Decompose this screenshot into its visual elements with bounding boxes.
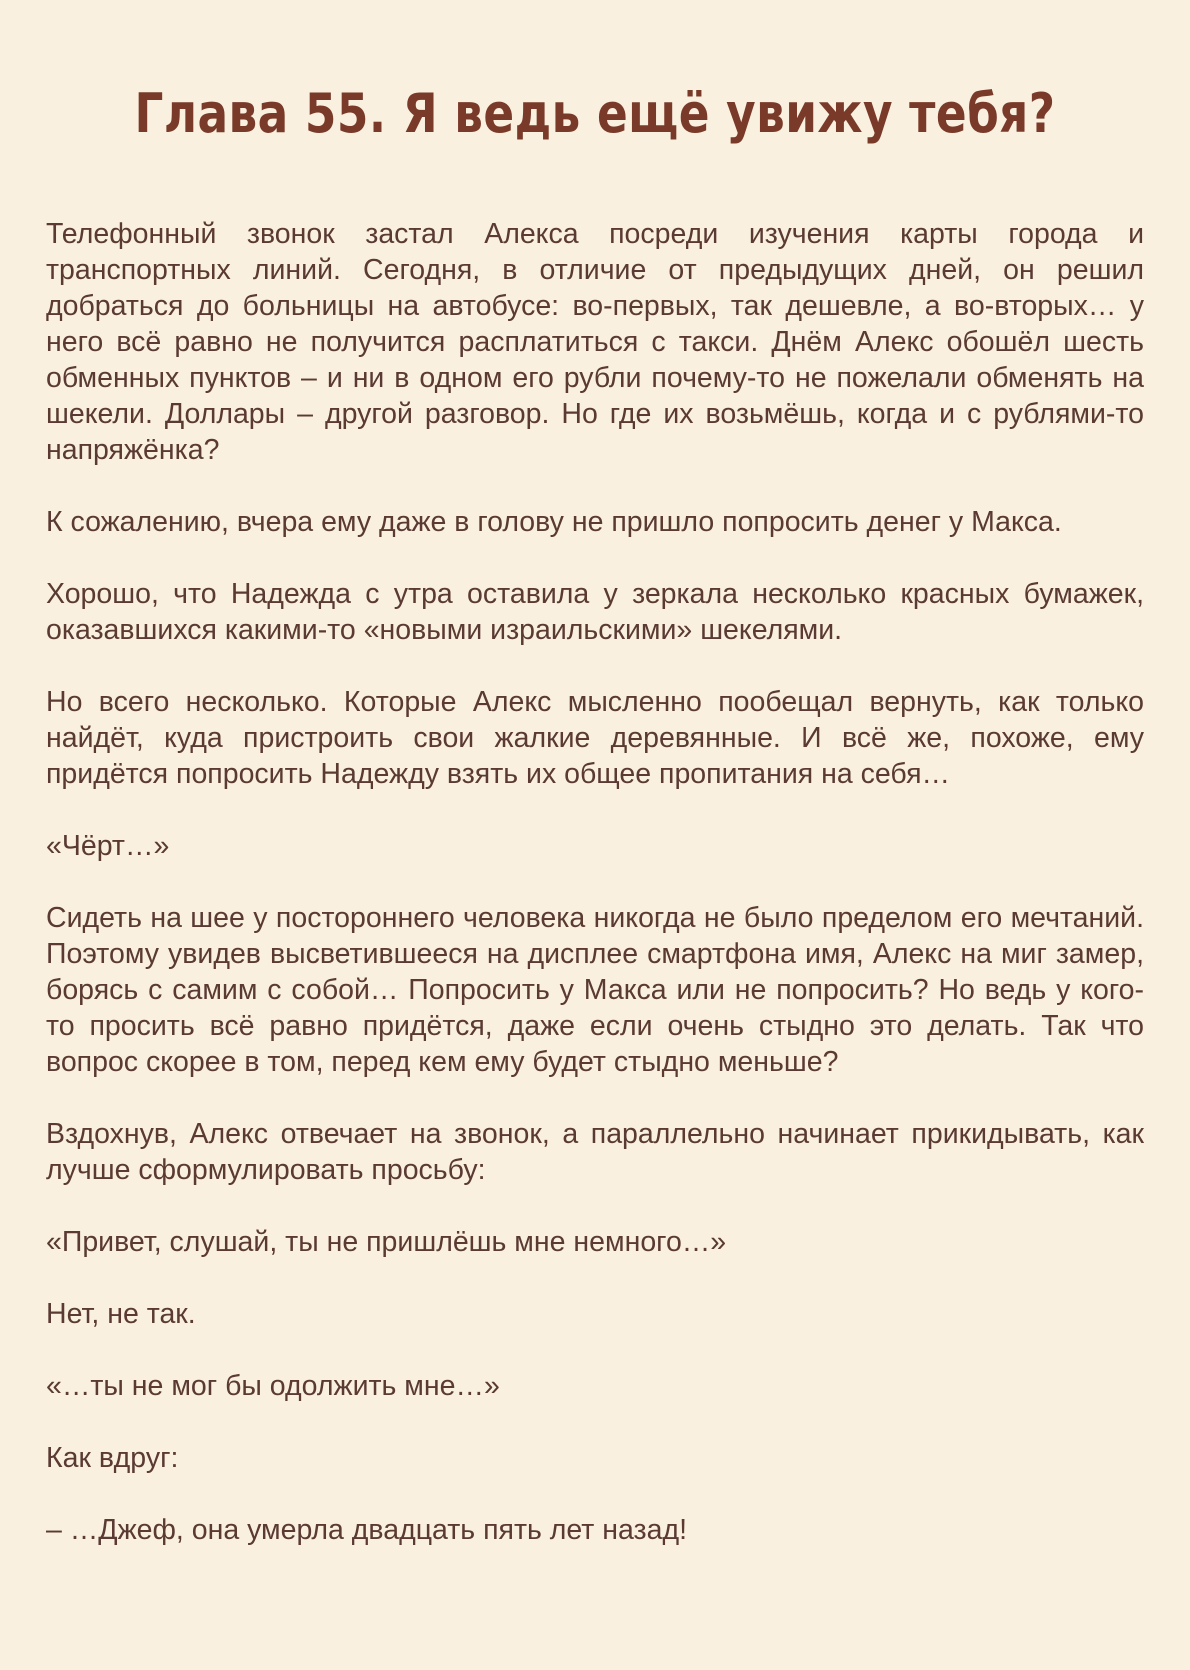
paragraph: Телефонный звонок застал Алекса посреди изучения карты города и транспортных линий. Сегодня, в отличие от предыдущих дней, он решил добраться до больницы на автобусе: во-первых, так дешевле, а во-вторых… у него всё равно не получится расплатиться с такси. Днём Алекс обошёл шесть обменных пунктов – и ни в одном его рубли почему-то не пожелали обменять на шекели. Доллары – другой разговор. Но где их возьмёшь, когда и с рублями-то напряжёнка? <box>46 218 1144 466</box>
paragraph: Хорошо, что Надежда с утра оставила у зеркала несколько красных бумажек, оказавшихся какими-то «новыми израильскими» шекелями. <box>46 578 1144 646</box>
paragraph: Нет, не так. <box>46 1298 196 1330</box>
paragraph: Но всего несколько. Которые Алекс мысленно пообещал вернуть, как только найдёт, куда пристроить свои жалкие деревянные. И всё же, похоже, ему придётся попросить Надежду взять их общее пропитания на себя… <box>46 686 1144 790</box>
paragraph: К сожалению, вчера ему даже в голову не пришло попросить денег у Макса. <box>46 506 1062 538</box>
paragraph: «…ты не мог бы одолжить мне…» <box>46 1370 500 1402</box>
paragraph: – …Джеф, она умерла двадцать пять лет назад! <box>46 1514 687 1546</box>
paragraph: Сидеть на шее у постороннего человека никогда не было пределом его мечтаний. Поэтому увидев высветившееся на дисплее смартфона имя, Алекс на миг замер, борясь с самим с собой… Попросить у Макса или не попросить? Но ведь у кого-то просить всё равно придётся, даже если очень стыдно это делать. Так что вопрос скорее в том, перед кем ему будет стыдно меньше? <box>46 902 1144 1078</box>
paragraph: «Привет, слушай, ты не пришлёшь мне немного…» <box>46 1226 727 1258</box>
paragraph: «Чёрт…» <box>46 830 170 862</box>
paragraph: Вздохнув, Алекс отвечает на звонок, а параллельно начинает прикидывать, как лучше сформулировать просьбу: <box>46 1118 1144 1186</box>
paragraph: Как вдруг: <box>46 1442 179 1474</box>
chapter-title: Глава 55. Я ведь ещё увижу тебя? <box>134 82 1056 145</box>
chapter-text <box>46 216 1144 1584</box>
